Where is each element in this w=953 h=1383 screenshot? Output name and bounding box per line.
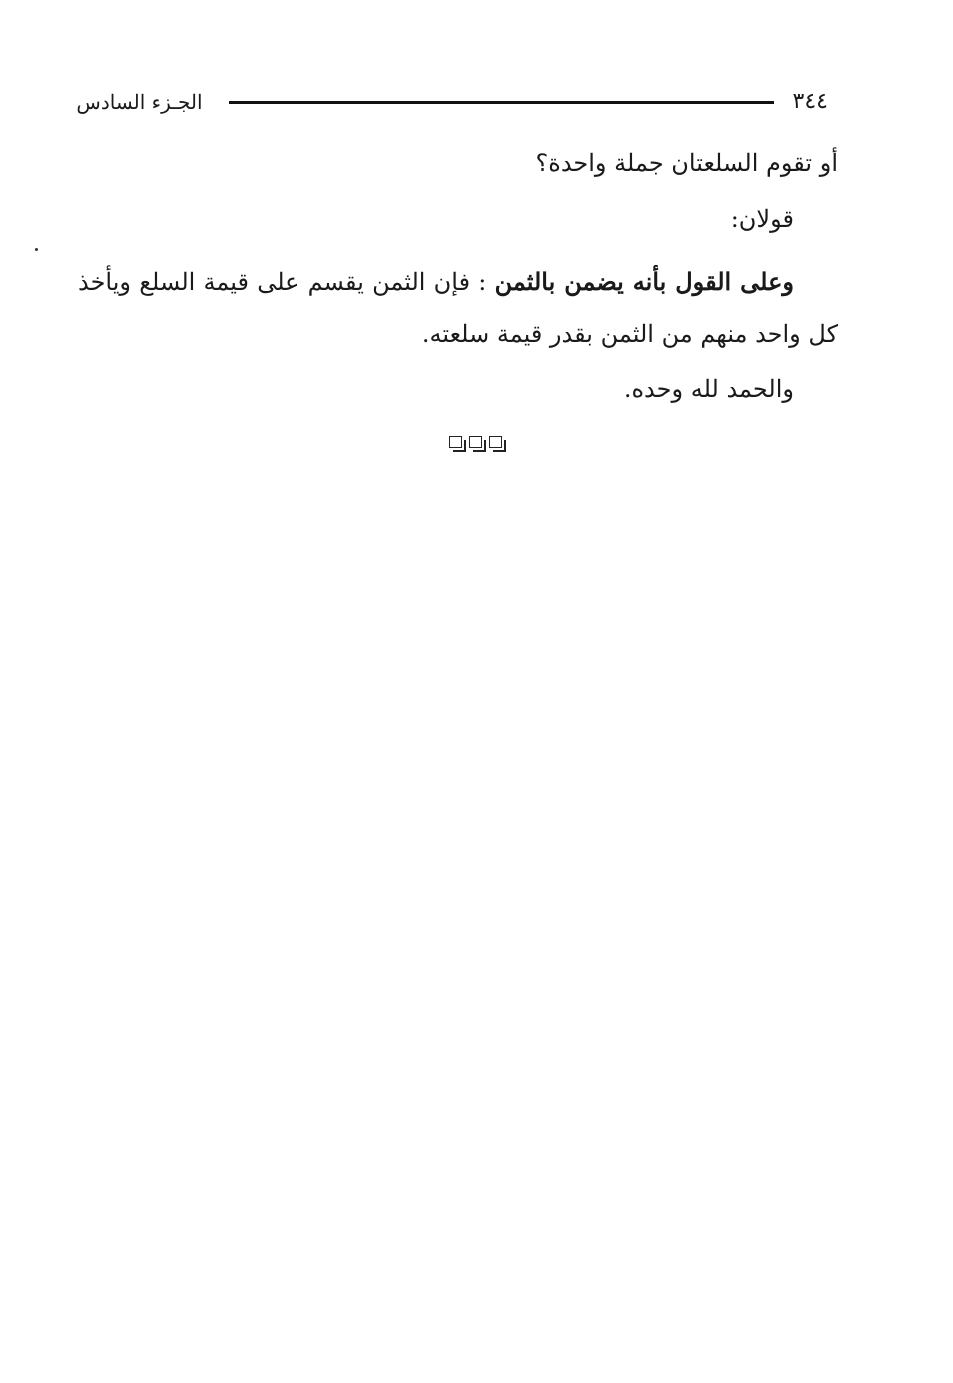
paragraph-bold-lead: وعلى القول بأنه يضمن بالثمن	[494, 267, 794, 296]
page-number: ٣٤٤	[792, 89, 828, 114]
paragraph-rest: : فإن الثمن يقسم على قيمة السلع ويأخذ كل واحد منهم من الثمن بقدر قيمة سلعته.	[78, 268, 838, 348]
text-line-question-text: أو تقوم السلعتان جملة واحدة؟	[535, 149, 838, 177]
text-line-question	[78, 138, 838, 188]
ornament-square-icon	[489, 436, 505, 450]
ornament-square-icon	[469, 436, 485, 450]
text-line-two-opinions-text: قولان:	[730, 205, 794, 233]
end-ornament	[0, 436, 953, 450]
main-paragraph	[78, 256, 838, 360]
closing-line	[78, 364, 838, 414]
text-line-two-opinions	[78, 194, 838, 244]
closing-line-text: والحمد لله وحده.	[623, 375, 794, 403]
header-rule	[229, 101, 774, 104]
running-title: الجـزء السادس	[76, 90, 203, 114]
page-header	[76, 84, 828, 120]
margin-dot	[35, 248, 38, 251]
ornament-square-icon	[449, 436, 465, 450]
